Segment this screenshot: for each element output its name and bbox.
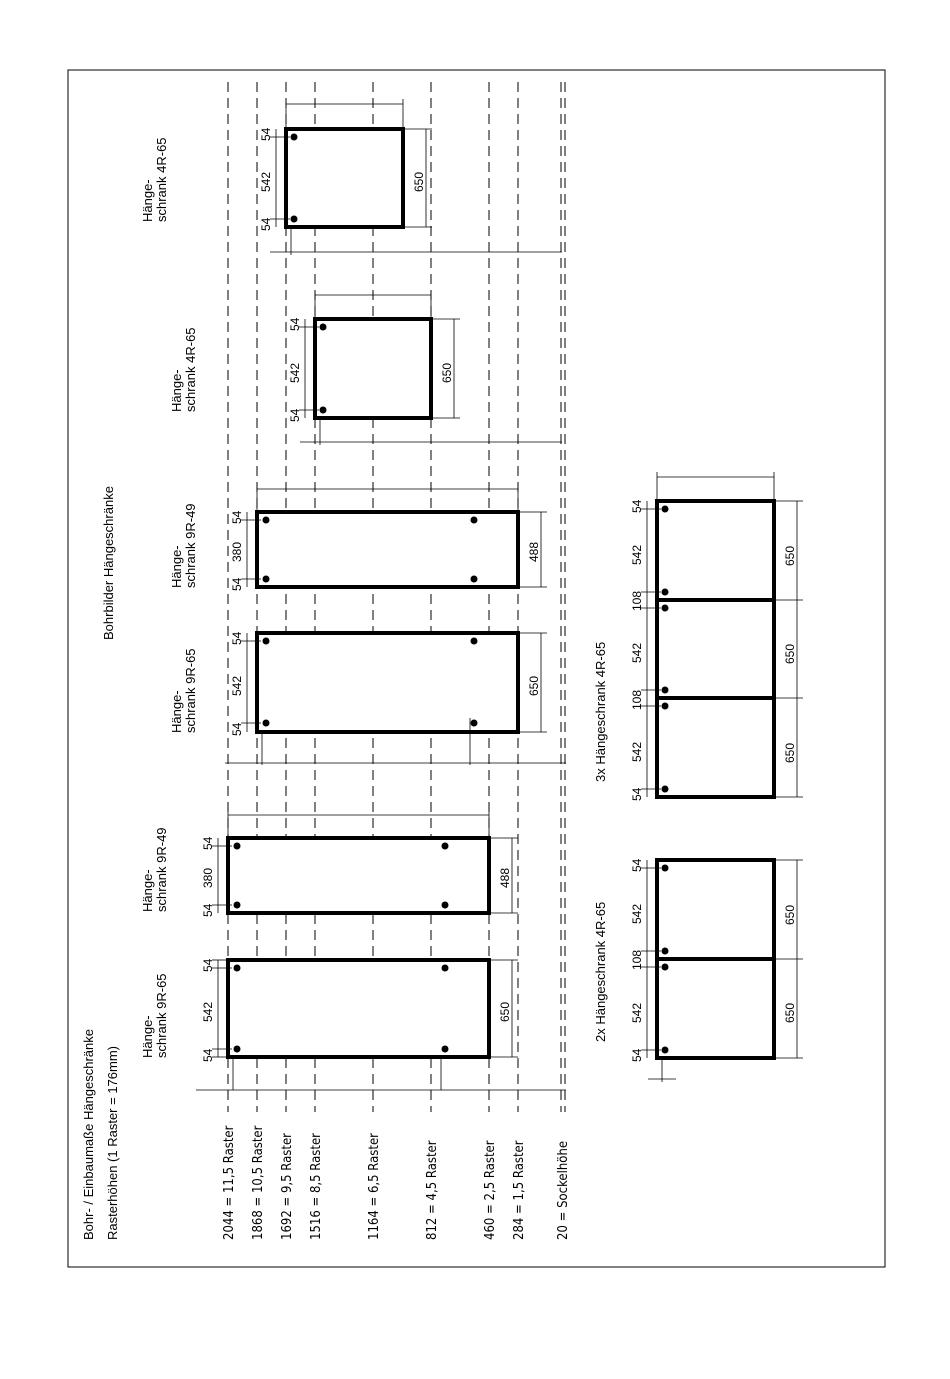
- drill-hole: [662, 865, 669, 872]
- raster-label-1868: 1868 = 10,5 Raster: [251, 1125, 266, 1240]
- cabinet-label-type: schrank 9R-49: [183, 503, 198, 588]
- title-line-1: Bohr- / Einbaumaße Hängeschränke: [81, 1028, 96, 1240]
- dim-text-542: 542: [259, 171, 273, 192]
- dim-text-54: 54: [201, 903, 215, 917]
- dim-text-54: 54: [630, 499, 644, 513]
- cabinet-mount-9r49: [140, 810, 518, 917]
- drill-hole: [442, 1046, 449, 1053]
- dim-text-488: 488: [498, 867, 512, 888]
- drill-hole: [234, 965, 241, 972]
- dim-text-542: 542: [230, 675, 244, 696]
- drill-hole: [662, 506, 669, 513]
- drill-hole: [662, 605, 669, 612]
- drill-hole: [263, 720, 270, 727]
- dim-text-380: 380: [230, 541, 244, 562]
- raster-label-460: 460 = 2,5 Raster: [483, 1140, 498, 1240]
- drill-hole: [662, 703, 669, 710]
- dim-text-108: 108: [630, 689, 644, 710]
- cabinet-body: [286, 129, 403, 227]
- drill-hole: [471, 576, 478, 583]
- drill-hole: [662, 589, 669, 596]
- cabinet-label-type: schrank 4R-65: [183, 327, 198, 412]
- raster-label-1692: 1692 = 9,5 Raster: [280, 1133, 295, 1240]
- raster-label-284: 284 = 1,5 Raster: [512, 1140, 527, 1240]
- drill-hole: [291, 216, 298, 223]
- drill-hole: [662, 948, 669, 955]
- cabinet-body: [657, 860, 774, 959]
- dim-text-650: 650: [527, 675, 541, 696]
- cabinet-body: [228, 838, 489, 913]
- dim-text-542: 542: [630, 741, 644, 762]
- dim-text-542: 542: [630, 1002, 644, 1023]
- cabinet-body: [657, 698, 774, 797]
- raster-label-812: 812 = 4,5 Raster: [425, 1140, 440, 1240]
- combo-2x-4r65: [593, 858, 803, 1082]
- drill-hole: [471, 638, 478, 645]
- dim-text-488: 488: [527, 541, 541, 562]
- section-title: Bohrbilder Hängeschränke: [101, 486, 116, 640]
- drill-hole: [320, 407, 327, 414]
- dim-text-54: 54: [201, 958, 215, 972]
- cabinet-body: [315, 319, 431, 418]
- raster-grid: [228, 82, 565, 1112]
- cabinet-label-type: schrank 9R-49: [154, 827, 169, 912]
- drill-hole: [263, 576, 270, 583]
- drill-hole: [234, 1046, 241, 1053]
- dim-text-108: 108: [630, 590, 644, 611]
- dim-text-650: 650: [783, 1002, 797, 1023]
- cabinet-label-haenge: Hänge-: [140, 869, 155, 912]
- title-line-2: Rasterhöhen (1 Raster = 176mm): [105, 1045, 120, 1240]
- drill-pattern-4r65-b: [140, 99, 562, 255]
- combo-3x-4r65: [593, 472, 803, 801]
- raster-label-1164: 1164 = 6,5 Raster: [367, 1133, 382, 1240]
- cabinet-label-type: schrank 4R-65: [154, 137, 169, 222]
- dim-text-54: 54: [288, 408, 302, 422]
- dim-text-54: 54: [230, 722, 244, 736]
- drill-hole: [234, 843, 241, 850]
- dim-text-650: 650: [412, 171, 426, 192]
- dim-text-650: 650: [440, 362, 454, 383]
- drill-hole: [471, 517, 478, 524]
- cabinet-body: [257, 633, 518, 732]
- drill-hole: [442, 965, 449, 972]
- cabinet-label-haenge: Hänge-: [169, 369, 184, 412]
- drill-hole: [291, 134, 298, 141]
- dim-text-54: 54: [259, 217, 273, 231]
- cabinet-label-haenge: Hänge-: [169, 545, 184, 588]
- dim-text-650: 650: [498, 1001, 512, 1022]
- dim-text-650: 650: [783, 742, 797, 763]
- dim-text-108: 108: [630, 949, 644, 970]
- dim-text-542: 542: [630, 903, 644, 924]
- drill-pattern-9r49: [169, 484, 547, 591]
- drill-hole: [442, 843, 449, 850]
- dim-text-650: 650: [783, 545, 797, 566]
- drill-hole: [263, 638, 270, 645]
- dim-text-542: 542: [630, 642, 644, 663]
- dim-text-380: 380: [201, 867, 215, 888]
- dim-text-54: 54: [630, 1048, 644, 1062]
- dim-text-542: 542: [288, 362, 302, 383]
- cabinet-body: [257, 512, 518, 587]
- dim-text-650: 650: [783, 904, 797, 925]
- cabinet-body: [657, 600, 774, 698]
- drill-hole: [442, 902, 449, 909]
- cabinet-mount-9r65: [140, 958, 566, 1090]
- drill-hole: [263, 517, 270, 524]
- cabinet-body: [657, 959, 774, 1058]
- cabinet-body: [228, 960, 489, 1057]
- raster-label-1516: 1516 = 8,5 Raster: [309, 1133, 324, 1240]
- drill-hole: [471, 720, 478, 727]
- cabinet-body: [657, 501, 774, 600]
- dim-text-54: 54: [201, 836, 215, 850]
- dim-text-54: 54: [630, 787, 644, 801]
- dim-text-54: 54: [230, 510, 244, 524]
- drill-hole: [662, 1047, 669, 1054]
- cabinet-label-haenge: Hänge-: [140, 1015, 155, 1058]
- drill-hole: [662, 964, 669, 971]
- dim-text-54: 54: [259, 127, 273, 141]
- dim-text-54: 54: [630, 858, 644, 872]
- dim-text-650: 650: [783, 643, 797, 664]
- raster-label-20: 20 = Sockelhöhe: [556, 1140, 571, 1240]
- dim-text-542: 542: [201, 1001, 215, 1022]
- drill-hole: [662, 687, 669, 694]
- dim-text-54: 54: [201, 1048, 215, 1062]
- drill-pattern-9r65: [169, 631, 566, 765]
- cabinet-label-haenge: Hänge-: [140, 179, 155, 222]
- dim-text-54: 54: [230, 577, 244, 591]
- cabinet-label-type: schrank 9R-65: [183, 648, 198, 733]
- dim-text-54: 54: [288, 317, 302, 331]
- drill-hole: [234, 902, 241, 909]
- drill-hole: [320, 324, 327, 331]
- raster-labels: [222, 1125, 571, 1240]
- drill-hole: [662, 786, 669, 793]
- combo-label: 3x Hängeschrank 4R-65: [593, 641, 608, 782]
- raster-label-2044: 2044 = 11,5 Raster: [222, 1125, 237, 1240]
- cabinet-label-type: schrank 9R-65: [154, 973, 169, 1058]
- cabinet-label-haenge: Hänge-: [169, 690, 184, 733]
- combo-label: 2x Hängeschrank 4R-65: [593, 901, 608, 1042]
- dim-text-542: 542: [630, 544, 644, 565]
- dim-text-54: 54: [230, 631, 244, 645]
